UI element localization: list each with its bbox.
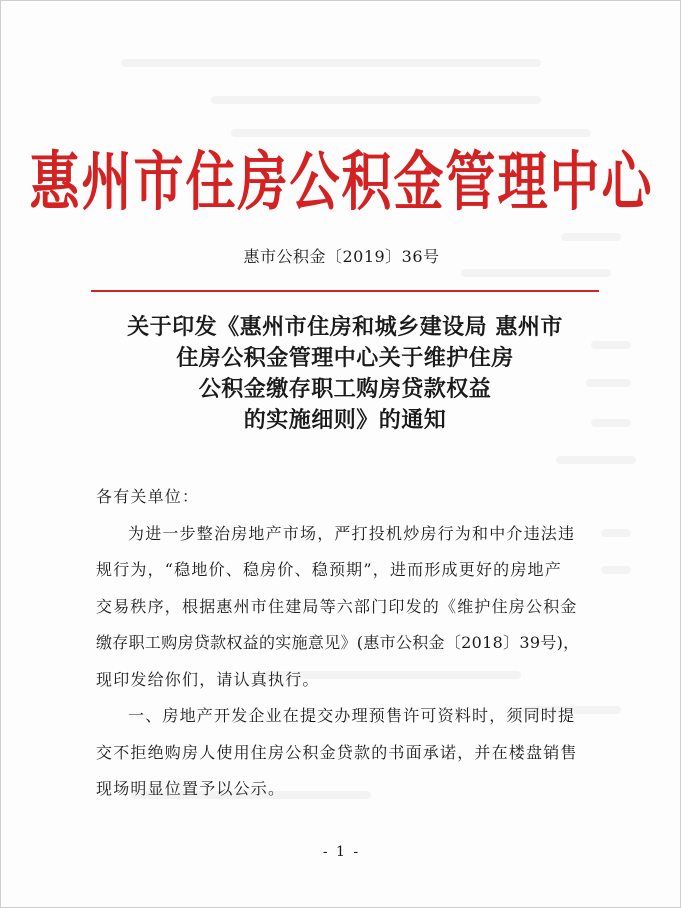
notice-title [81,312,609,436]
paragraph-line: 现印发给你们，请认真执行。 [96,669,320,689]
organization-title: 惠州市住房公积金管理中心 [29,143,654,220]
paragraph-line: 交易秩序，根据惠州市住建局等六部门印发的《维护住房公积金 [96,596,578,616]
paragraph-line: 为进一步整治房地产市场，严打投机炒房行为和中介违法违 [128,523,576,543]
document-body [96,479,624,808]
notice-title-line: 住房公积金管理中心关于维护住房 [176,345,514,371]
notice-title-line: 公积金缴存职工购房贷款权益 [198,376,492,402]
notice-title-line: 关于印发《惠州市住房和城乡建设局 惠州市 [127,314,563,340]
paragraph-1 [96,516,624,699]
paragraph-2 [96,698,624,808]
paragraph-line: 交不拒绝购房人使用住房公积金贷款的书面承诺，并在楼盘销售 [96,742,578,762]
page-number: - 1 - [322,844,361,860]
paragraph-line: 缴存职工购房贷款权益的实施意见》(惠市公积金〔2018〕39号)， [96,633,580,652]
salutation: 各有关单位： [96,487,200,506]
paragraph-line: 现场明显位置予以公示。 [96,779,286,798]
red-divider-line [91,290,599,292]
notice-title-line: 的实施细则》的通知 [243,407,447,433]
paragraph-line: 一、房地产开发企业在提交办理预售许可资料时，须同时提 [128,706,576,725]
document-number: 惠市公积金〔2019〕36号 [243,247,440,266]
paragraph-line: 规行为，“稳地价、稳房价、稳预期”，进而形成更好的房地产 [96,560,562,579]
